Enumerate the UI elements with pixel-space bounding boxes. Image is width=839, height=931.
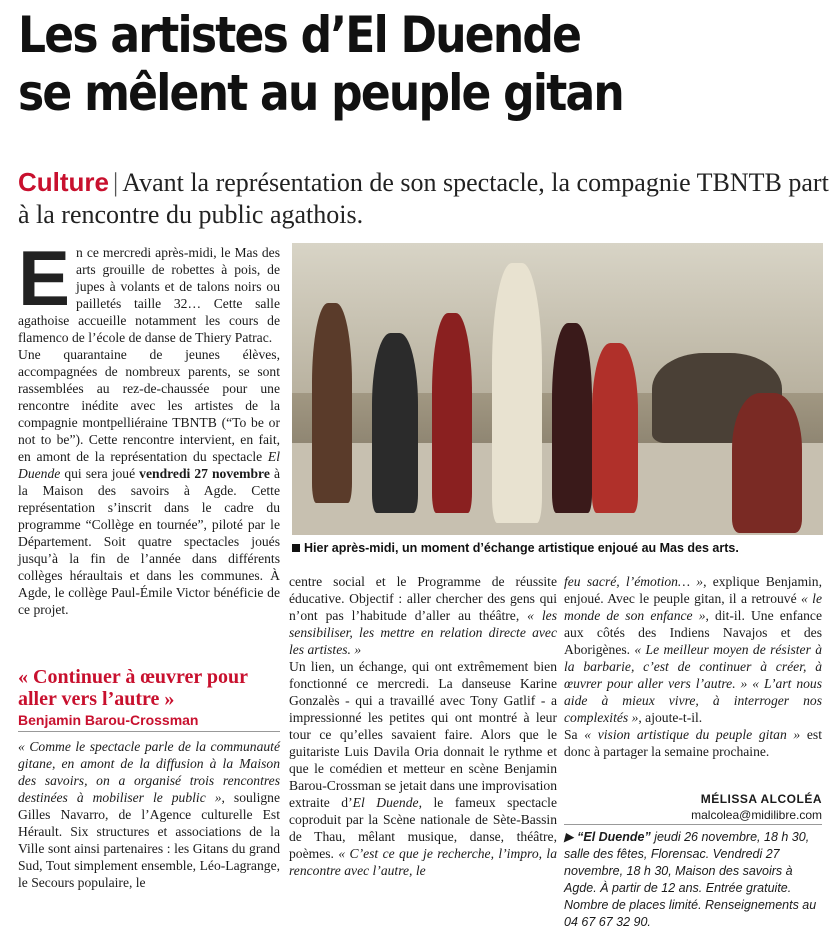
caption-bullet-icon <box>292 544 300 552</box>
caption-text: Hier après-midi, un moment d’échange artistique enjoué au Mas des arts. <box>304 541 739 555</box>
col2-quote-c: « C’est ce que je recherche, l’impro, la rencontre avec l’autre, le <box>289 846 557 878</box>
col2-quote-a: « les sensibiliser, les mettre en relation directe avec les artistes. » <box>289 608 557 657</box>
author-email: malcolea@midilibre.com <box>691 808 822 822</box>
show-title: El Duende <box>18 449 280 481</box>
event-title: “El Duende” <box>577 830 651 844</box>
col3-text-5: est donc à partager la semaine prochaine. <box>564 727 823 759</box>
col3-text-3: , ajoute-t-il. <box>638 710 703 725</box>
col3-quote-3: « Le meilleur moyen de résister à la barbarie, c’est de continuer à créer, à œuvrer pour aller vers l’autre. » « L’art nous aide à mieux vivre, à interroger nos complexités » <box>564 642 822 725</box>
col3-text-1: , explique Benjamin, enjoué. Avec le peuple gitan, il a retrouvé <box>564 574 822 606</box>
dancer-figure <box>592 343 638 513</box>
deck <box>18 166 833 231</box>
photo-caption <box>292 541 823 555</box>
article-column-2 <box>289 573 557 879</box>
pull-quote: « Continuer à œuvrer pour aller vers l’autre » <box>18 666 248 710</box>
headline <box>18 6 731 122</box>
divider <box>18 731 280 732</box>
article-column-1-continued <box>18 738 280 891</box>
col3-quote-2: « le monde de son enfance » <box>564 591 822 623</box>
author-byline: MÉLISSA ALCOLÉA <box>700 792 822 806</box>
divider <box>564 824 822 825</box>
guitarist-figure <box>732 393 802 533</box>
deck-separator: | <box>113 168 119 197</box>
article-column-3 <box>564 573 822 760</box>
headline-line-1: Les artistes d’El Duende <box>18 6 581 64</box>
event-details: jeudi 26 novembre, 18 h 30, salle des fêtes, Florensac. Vendredi 27 novembre, 18 h 30, Maison des savoirs à Agde. À partir de 12 ans. Entrée gratuite. Nombre de places limité. Renseignements au 04 67 67 32 90. <box>564 830 817 929</box>
section-tag: Culture <box>18 167 109 197</box>
headline-line-2: se mêlent au peuple gitan <box>18 64 623 122</box>
paragraph-2-part-b: qui sera joué <box>60 466 140 481</box>
play-icon: ▶ <box>564 830 574 844</box>
article-photo <box>292 243 823 535</box>
dancer-figure <box>432 313 472 513</box>
dancer-figure <box>492 263 542 523</box>
article-column-1 <box>18 234 280 618</box>
deck-text: Avant la représentation de son spectacle, la compagnie TBNTB part à la rencontre du public agathois. <box>18 168 829 229</box>
col2-text-c: , le fameux spectacle coproduit par la Scène nationale de Sète-Bassin de Thau, mêlant musique, danse, théâtre, poèmes. <box>289 795 557 861</box>
paragraph-2-part-a: Une quarantaine de jeunes élèves, accompagnées de nombreux parents, se sont rassemblées au rez-de-chaussée pour une rencontre inédite avec les artistes de la compagnie montpelliéraine TBNTB (“To be or not to be”). Cette rencontre intervient, en fait, en amont de la représentation du spectacle <box>18 347 280 464</box>
paragraph-2-part-c: à la Maison des savoirs à Agde. Cette représentation s’inscrit dans le cadre du programme “Collège en tournée”, piloté par le Département. Soit quatre spectacles joués jusqu’à la fin de l’année dans différents collèges héraultais et dans les communes. À Agde, le collège Paul-Émile Victor bénéficie de ce projet. <box>18 466 280 617</box>
paragraph-2 <box>18 346 280 618</box>
col3-text-2: , dit-il. Une enfance aux côtés des Indiens Navajos et des Aborigènes. <box>564 608 822 657</box>
col2-text-a: centre social et le Programme de réussite éducative. Objectif : aller chercher des gens qui n’ont pas l’habitude d’aller au théâtre, <box>289 574 557 623</box>
dancer-figure <box>552 323 592 513</box>
paragraph-intro: n ce mercredi après-midi, le Mas des arts grouille de robettes à pois, de jupes à volants et de talons noirs ou pailletés taille 32… Cette salle agathoise accueille notamment les cours de flamenco de l’école de danse de Thiery Patrac. <box>18 245 280 345</box>
event-info <box>564 829 822 931</box>
paragraph-text: , souligne Gilles Navarro, de l’Agence culturelle Est Hérault. Six structures et associations de la Ville sont ainsi partenaires : les Gitans du grand Sud, Tout simplement ensemble, Léo-Lagrange, le Secours populaire, le <box>18 790 280 890</box>
col3-text-4: Sa <box>564 727 585 742</box>
pull-quote-author: Benjamin Barou-Crossman <box>18 712 199 728</box>
quote-italic: « Comme le spectacle parle de la communauté gitane, en amont de la diffusion à la Maison des savoirs, on a organisé trois rencontres destinées à mobiliser le public » <box>18 739 280 805</box>
col3-quote-4: « vision artistique du peuple gitan » <box>584 727 801 742</box>
dancer-figure <box>312 303 352 503</box>
col2-show-title: El Duende <box>352 795 419 810</box>
col3-quote-1: feu sacré, l’émotion… » <box>564 574 704 589</box>
drop-cap: E <box>18 234 71 322</box>
col2-text-b: Un lien, un échange, qui ont extrêmement bien fonctionné ce mercredi. La danseuse Karine Gonzalès - qui a travaillé avec Tony Gatlif - a impressionné les petites qui ont montré à leur tour ce qu’elles savaient faire. Alors que le guitariste Luis Davila Oria donnait le rythme et que le comédien et metteur en scène Benjamin Barou-Crossman se jetait dans une improvisation extraite d’ <box>289 659 557 810</box>
dancer-figure <box>372 333 418 513</box>
show-date: vendredi 27 novembre <box>139 466 270 481</box>
